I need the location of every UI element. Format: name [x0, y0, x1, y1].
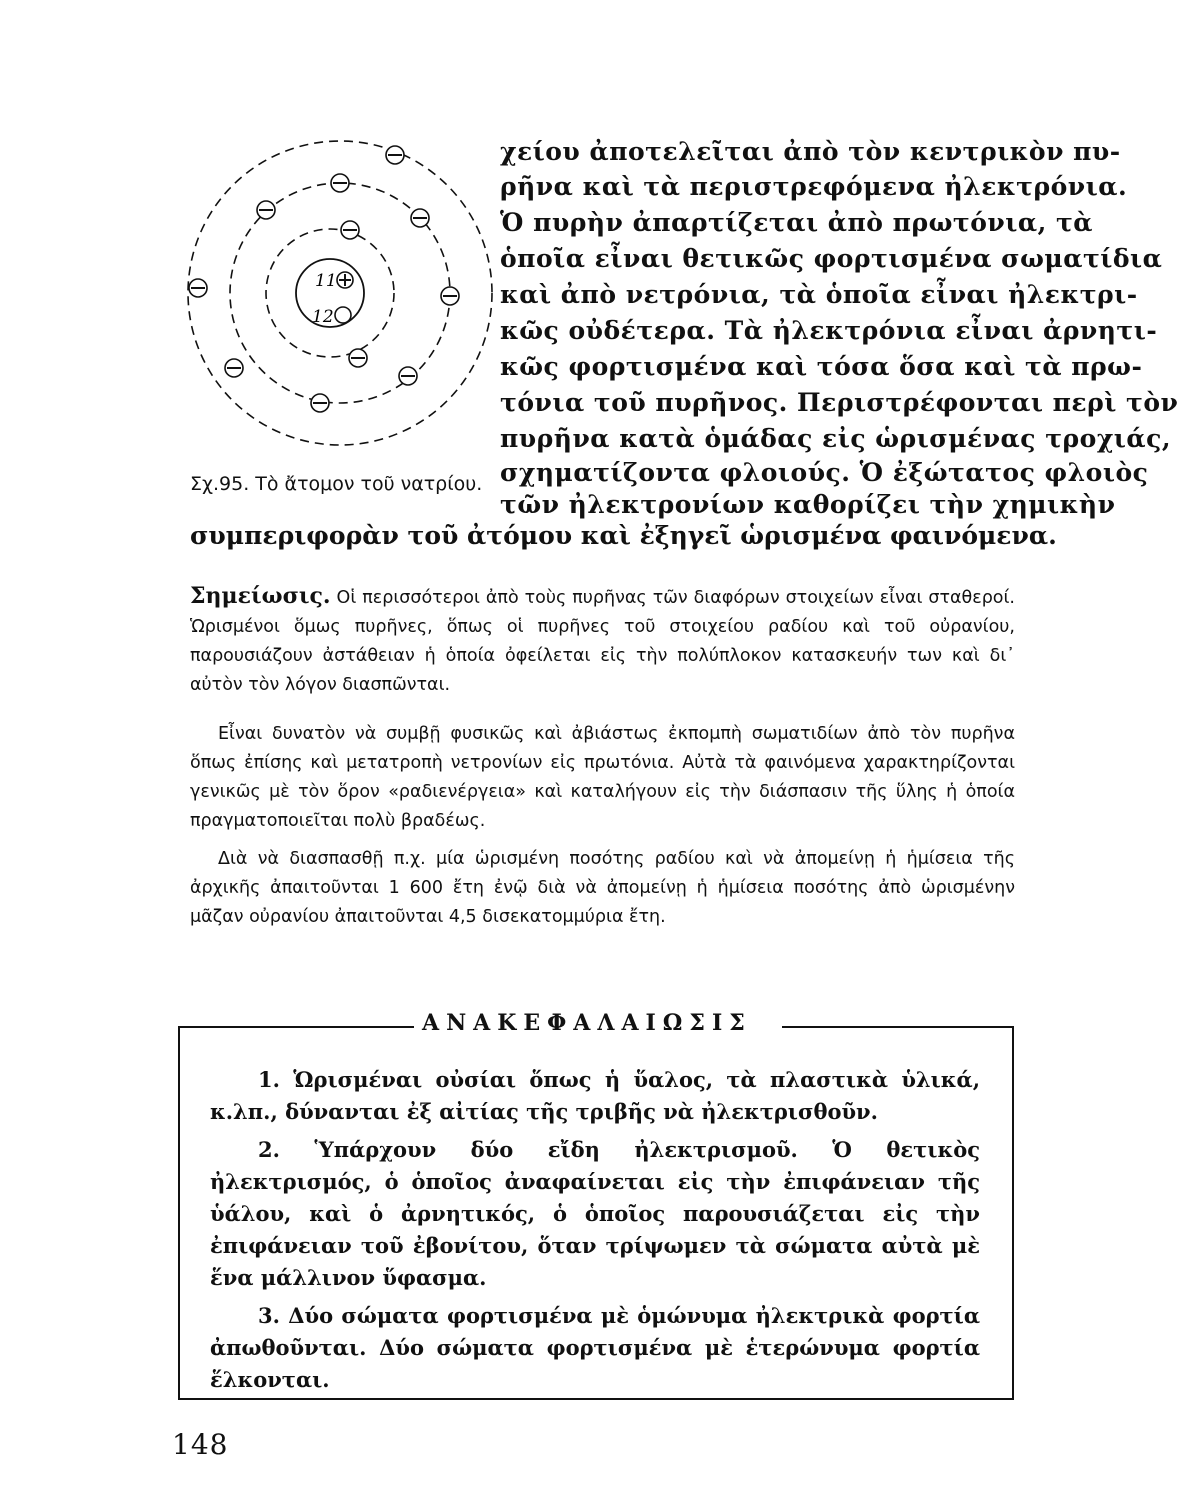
intro-line: ὁποῖα εἶναι θετικῶς φορτισμένα σωματίδια [500, 244, 1163, 273]
intro-line: σχηματίζοντα φλοιούς. Ὁ ἐξώτατος φλοιὸς [500, 458, 1149, 487]
intro-line: κῶς φορτισμένα καὶ τόσα ὅσα καὶ τὰ πρω- [500, 352, 1143, 381]
inner-shell-orbit [266, 229, 394, 357]
summary-item-2: 2. Ὑπάρχουν δύο εἴδη ἠλεκτρισμοῦ. Ὁ θετικὸς ἠλεκτρισμός, ὁ ὁποῖος ἀναφαίνεται εἰς τὴν ἐπιφάνειαν τῆς ὑάλου, καὶ ὁ ἀρνητικός, ὁ ὁποῖος παρουσιάζεται εἰς τὴν ἐπιφάνειαν τοῦ ἐβονίτου, ὅταν τρίψωμεν τὰ σώματα αὐτὰ μὲ ἕνα μάλλινον ὕφασμα. [210, 1137, 980, 1290]
outer-shell-electron [386, 146, 404, 164]
middle-shell-electron [257, 201, 275, 219]
summary-item-3: 3. Δύο σώματα φορτισμένα μὲ ὁμώνυμα ἠλεκτρικὰ φορτία ἀπωθοῦνται. Δύο σώματα φορτισμένα μὲ ἑτερώνυμα φορτία ἕλκονται. [210, 1303, 980, 1392]
intro-line: τῶν ἠλεκτρονίων καθορίζει τὴν χημικὴν [500, 490, 1116, 519]
middle-shell-electron [411, 209, 429, 227]
middle-shell-electron [331, 174, 349, 192]
note-heading: Σημείωσις. [190, 583, 331, 609]
middle-shell-electron [399, 367, 417, 385]
intro-line: χείου ἀποτελεῖται ἀπὸ τὸν κεντρικὸν πυ- [500, 137, 1121, 166]
middle-shell-electron [225, 359, 243, 377]
inner-shell-electron [349, 349, 367, 367]
neutron-symbol [335, 307, 351, 323]
note-text: Οἱ περισσότεροι ἀπὸ τοὺς πυρῆνας τῶν διαφόρων στοιχείων εἶναι σταθεροί. Ὡρισμένοι ὅμως πυρῆνες, ὅπως οἱ πυρῆνες τοῦ στοιχείου ραδίου καὶ τοῦ οὐρανίου, παρουσιάζουν ἀστάθειαν ἡ ὁποία ὀφείλεται εἰς τὴν πολύπλοκον κατασκευήν των καὶ δι᾽ αὐτὸν τὸν λόγον διασπῶνται. [190, 588, 1015, 695]
middle-shell-electron [441, 287, 459, 305]
intro-line: καὶ ἀπὸ νετρόνια, τὰ ὁποῖα εἶναι ἠλεκτρι- [500, 280, 1138, 309]
summary-title: ΑΝΑΚΕΦΑΛΑΙΩΣΙΣ [422, 1010, 752, 1036]
figure-caption: Σχ.95. Τὸ ἄτομον τοῦ νατρίου. [190, 473, 483, 495]
inner-shell-electron [341, 221, 359, 239]
page-number: 148 [172, 1428, 229, 1461]
sodium-atom-diagram [180, 130, 500, 450]
half-life-paragraph: Διὰ νὰ διασπασθῇ π.χ. μία ὡρισμένη ποσότης ραδίου καὶ νὰ ἀπομείνῃ ἡ ἡμίσεια τῆς ἀρχικῆς ἀπαιτοῦνται 1 600 ἔτη ἐνῷ διὰ νὰ ἀπομείνῃ ἡ ἡμίσεια ποσότης ἀπὸ ὡρισμένην μᾶζαν οὐρανίου ἀπαιτοῦνται 4,5 δισεκατομμύρια ἔτη. [190, 849, 1015, 927]
radioactivity-paragraph: Εἶναι δυνατὸν νὰ συμβῇ φυσικῶς καὶ ἀβιάστως ἐκπομπὴ σωματιδίων ἀπὸ τὸν πυρῆνα ὅπως ἐπίσης καὶ μετατροπὴ νετρονίων εἰς πρωτόνια. Αὐτὰ τὰ φαινόμενα χαρακτηρίζονται γενικῶς μὲ τὸν ὅρον «ραδιενέργεια» καὶ καταλήγουν εἰς τὴν διάσπασιν τῆς ὕλης ἡ ὁποία πραγματοποιεῖται πολὺ βραδέως. [190, 724, 1015, 831]
middle-shell-electron [311, 394, 329, 412]
summary-content [210, 1064, 980, 1396]
middle-shell-electron [189, 279, 207, 297]
intro-line: πυρῆνα κατὰ ὁμάδας εἰς ὡρισμένας τροχιάς, [500, 424, 1172, 453]
proton-symbol [337, 272, 353, 288]
intro-line: τόνια τοῦ πυρῆνος. Περιστρέφονται περὶ τὸν [500, 388, 1178, 417]
intro-line: ρῆνα καὶ τὰ περιστρεφόμενα ἠλεκτρόνια. [500, 172, 1128, 201]
nucleus-protons-count: 11 [315, 271, 337, 291]
note-paragraph [190, 582, 1015, 700]
intro-line: κῶς οὐδέτερα. Τὰ ἠλεκτρόνια εἶναι ἀρνητι- [500, 316, 1158, 345]
nucleus-neutrons-count: 12 [312, 307, 334, 327]
intro-last-line: συμπεριφορὰν τοῦ ἀτόμου καὶ ἐξηγεῖ ὡρισμένα φαινόμενα. [190, 521, 1057, 550]
intro-line: Ὁ πυρὴν ἀπαρτίζεται ἀπὸ πρωτόνια, τὰ [500, 208, 1094, 237]
summary-item-1: 1. Ὡρισμέναι οὐσίαι ὅπως ἡ ὕαλος, τὰ πλαστικὰ ὑλικά, κ.λπ., δύνανται ἐξ αἰτίας τῆς τριβῆς νὰ ἠλεκτρισθοῦν. [210, 1067, 980, 1124]
